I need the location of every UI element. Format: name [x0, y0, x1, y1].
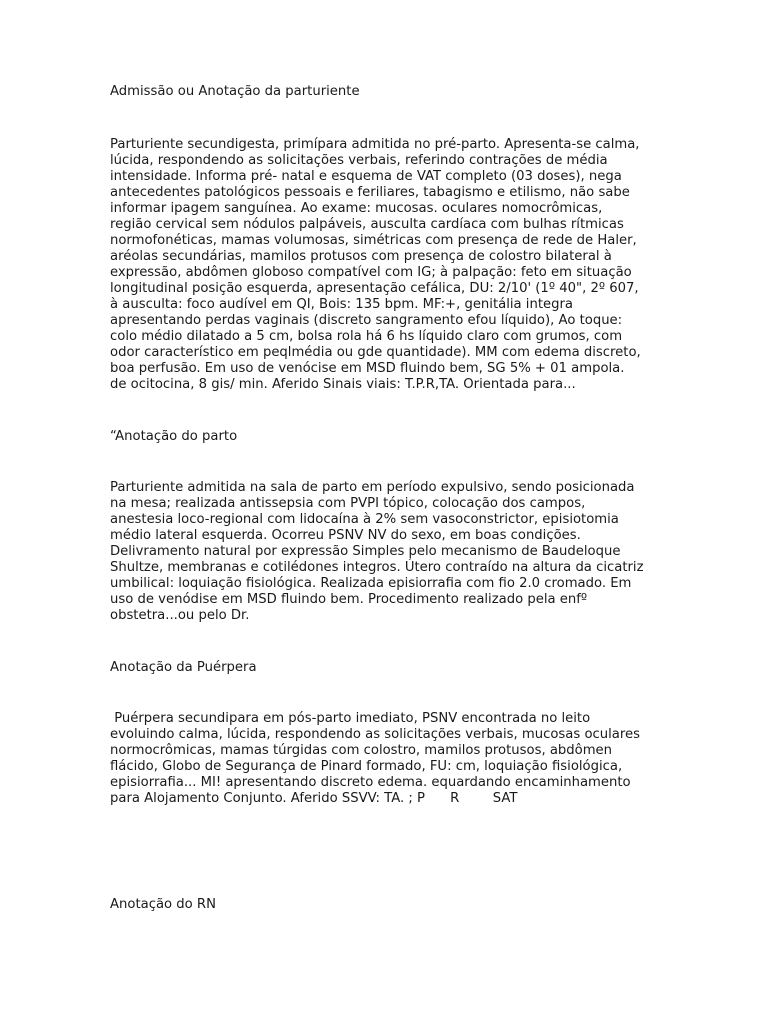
section-heading-birth: “Anotação do parto	[110, 429, 238, 444]
paragraph-line: intensidade. Informa pré- natal e esquema de VAT completo (03 doses), nega	[110, 169, 622, 184]
paragraph-line: uso de venódise em MSD fluindo bem. Procedimento realizado pela enfº	[110, 592, 588, 607]
paragraph-line: odor característico em peqlmédia ou gde quantidade). MM com edema discreto,	[110, 345, 641, 360]
paragraph-line: Shultze, membranas e cotilédones integros. Útero contraído na altura da cicatriz	[110, 560, 644, 575]
paragraph-line: região cervical sem nódulos palpáveis, ausculta cardíaca com bulhas rítmicas	[110, 217, 624, 232]
section-body-birth	[110, 480, 662, 624]
paragraph-line: anestesia loco-regional com lidocaína à 2% sem vasoconstrictor, episiotomia	[110, 512, 619, 527]
paragraph-line: apresentando perdas vaginais (discreto sangramento efou líquido), Ao toque:	[110, 313, 623, 328]
paragraph-line: lúcida, respondendo as solicitações verbais, referindo contrações de média	[110, 153, 608, 168]
paragraph-line: à ausculta: foco audível em QI, Bois: 135 bpm. MF:+, genitália integra	[110, 297, 573, 312]
paragraph-line: Parturiente admitida na sala de parto em período expulsivo, sendo posicionada	[110, 480, 635, 495]
paragraph-line: obstetra...ou pelo Dr.	[110, 608, 250, 623]
paragraph-line: aréolas secundárias, mamilos protusos com presença de colostro bilateral à	[110, 249, 612, 264]
paragraph-line: episiorrafia... MI! apresentando discreto edema. equardando encaminhamento	[110, 775, 631, 790]
paragraph-line: de ocitocina, 8 gis/ min. Aferido Sinais viais: T.P.R,TA. Orientada para...	[110, 377, 576, 392]
paragraph-line: expressão, abdômen globoso compatível com IG; à palpação: feto em situação	[110, 265, 632, 280]
paragraph-line: umbilical: loquiação fisiológica. Realizada episiorrafia com fio 2.0 cromado. Em	[110, 576, 632, 591]
paragraph-line: longitudinal posição esquerda, apresentação cefálica, DU: 2/10' (1º 40", 2º 607,	[110, 281, 639, 296]
paragraph-line: normofonéticas, mamas volumosas, simétricas com presença de rede de Haler,	[110, 233, 637, 248]
paragraph-line: para Alojamento Conjunto. Aferido SSVV: TA. ; P R SAT	[110, 791, 518, 806]
section-heading-newborn: Anotação do RN	[110, 897, 216, 912]
section-heading-admission: Admissão ou Anotação da parturiente	[110, 84, 360, 99]
section-body-admission	[110, 137, 662, 393]
section-body-puerpera	[110, 711, 662, 807]
paragraph-line: antecedentes patológicos pessoais e feriliares, tabagismo e etilismo, não sabe	[110, 185, 630, 200]
paragraph-line: Puérpera secundipara em pós-parto imediato, PSNV encontrada no leito	[110, 711, 591, 726]
paragraph-line: flácido, Globo de Segurança de Pinard formado, FU: cm, loquiação fisiológica,	[110, 759, 623, 774]
section-heading-puerpera: Anotação da Puérpera	[110, 660, 257, 675]
paragraph-line: colo médio dilatado a 5 cm, bolsa rola há 6 hs líquido claro com grumos, com	[110, 329, 623, 344]
paragraph-line: informar ipagem sanguínea. Ao exame: mucosas. oculares nomocrômicas,	[110, 201, 603, 216]
paragraph-line: Delivramento natural por expressão Simples pelo mecanismo de Baudeloque	[110, 544, 621, 559]
paragraph-line: médio lateral esquerda. Ocorreu PSNV NV do sexo, em boas condições.	[110, 528, 581, 543]
paragraph-line: Parturiente secundigesta, primípara admitida no pré-parto. Apresenta-se calma,	[110, 137, 640, 152]
paragraph-line: evoluindo calma, lúcida, respondendo as solicitações verbais, mucosas oculares	[110, 727, 640, 742]
paragraph-line: na mesa; realizada antissepsia com PVPI tópico, colocação dos campos,	[110, 496, 586, 511]
paragraph-line: normocrômicas, mamas túrgidas com colostro, mamilos protusos, abdômen	[110, 743, 613, 758]
paragraph-line: boa perfusão. Em uso de venócise em MSD fluindo bem, SG 5% + 01 ampola.	[110, 361, 625, 376]
